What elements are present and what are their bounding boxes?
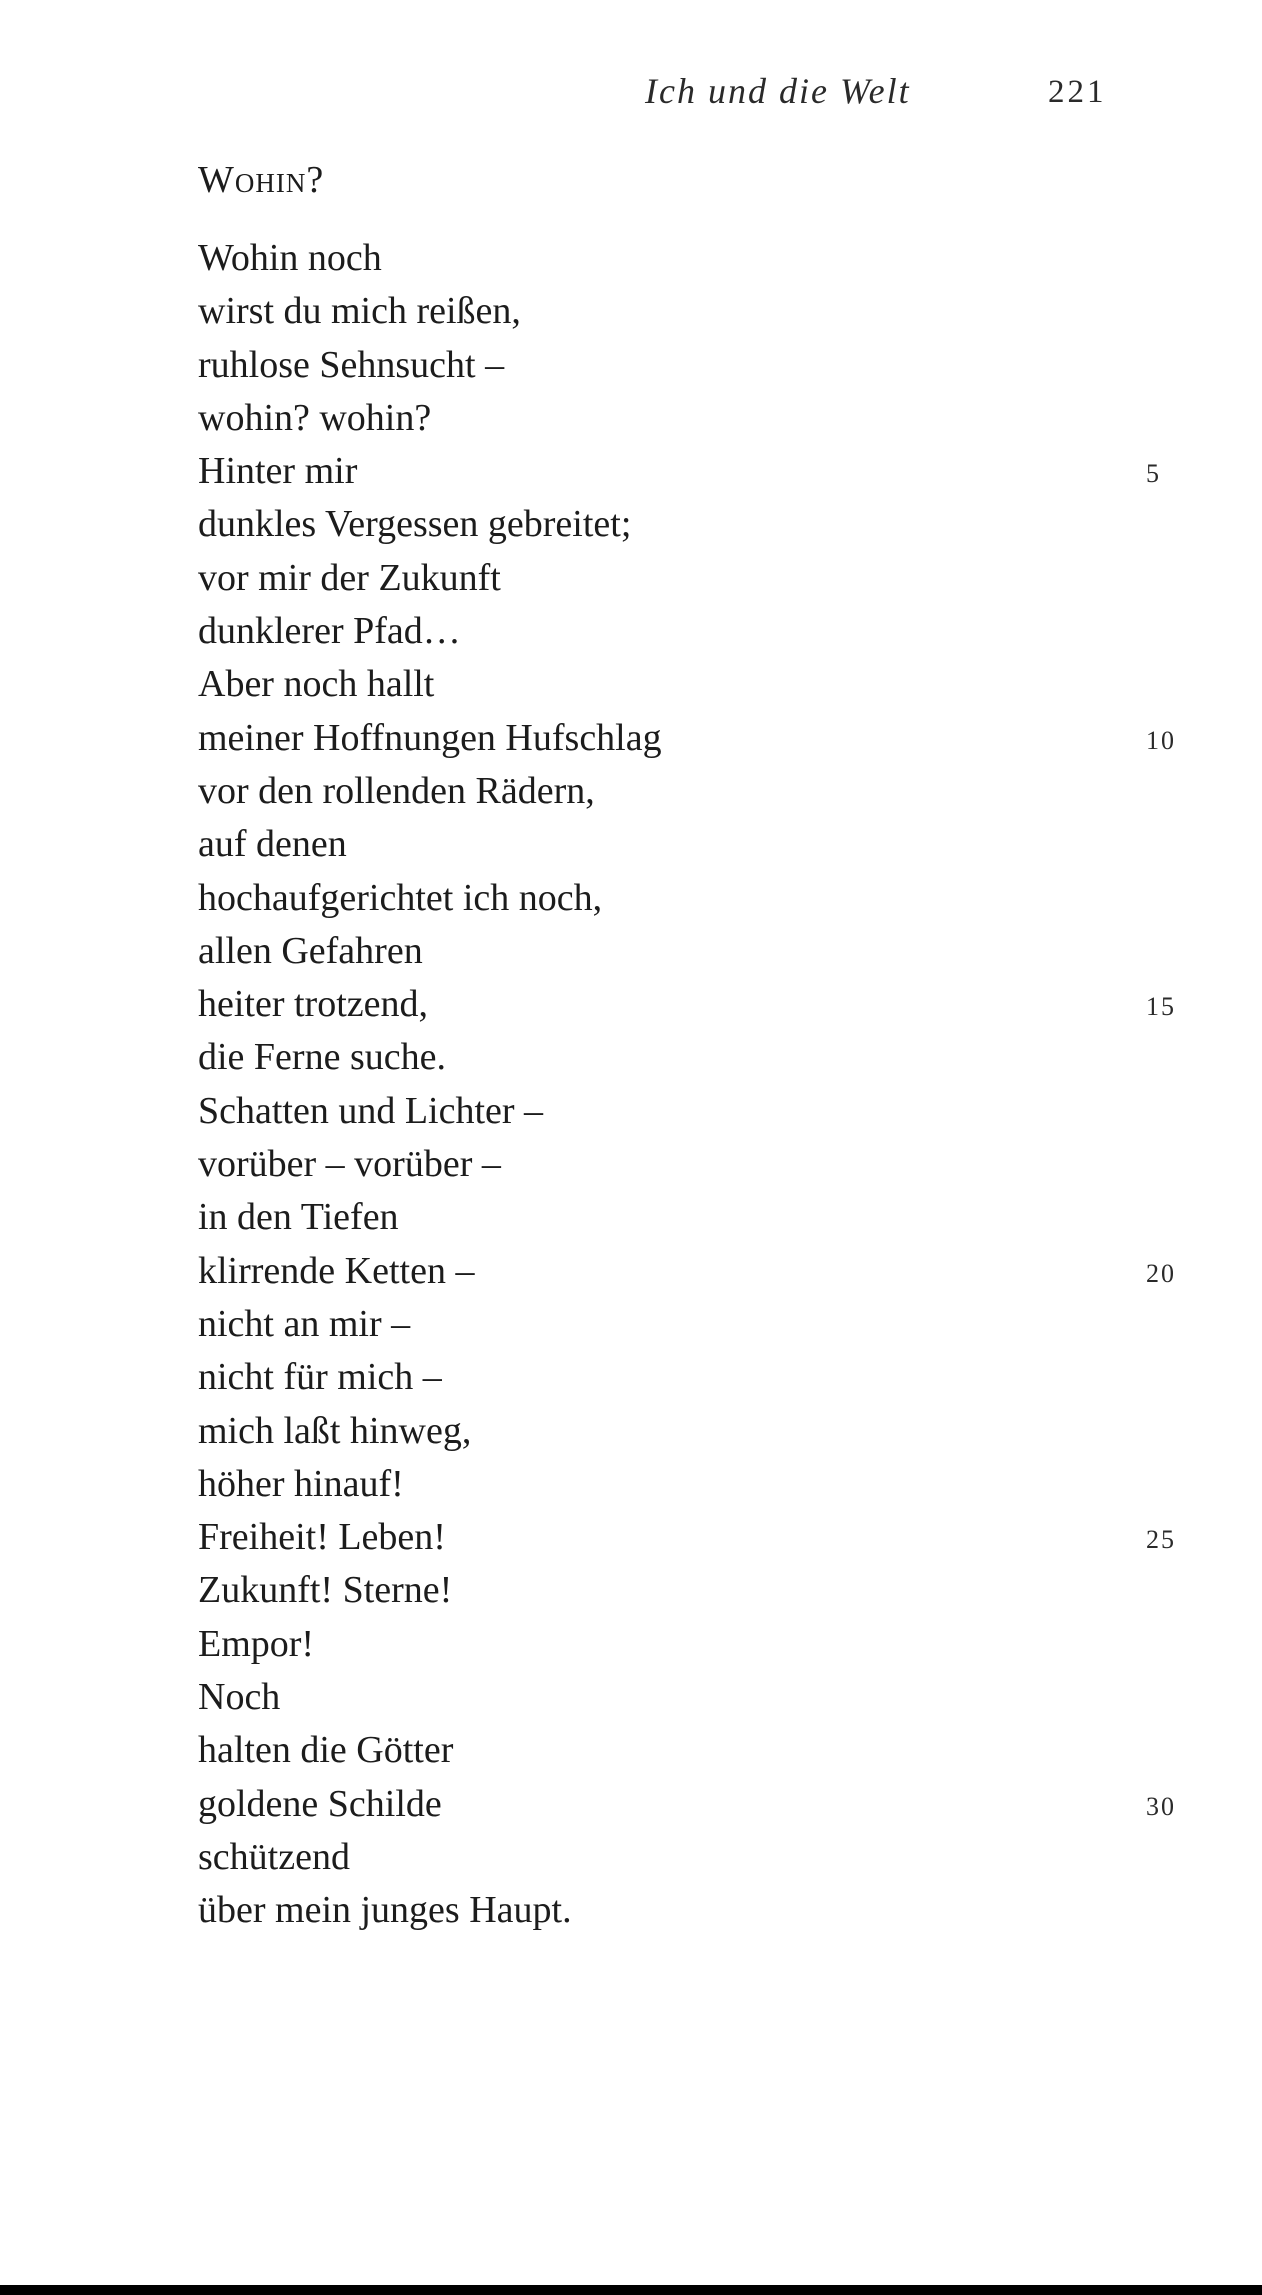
poem-line	[198, 605, 1198, 658]
running-header	[0, 70, 1262, 120]
poem-line	[198, 1298, 1198, 1351]
poem-line	[198, 1085, 1198, 1138]
poem-line-text: mich laßt hinweg,	[198, 1409, 472, 1452]
poem-line-text: nicht für mich –	[198, 1356, 442, 1399]
poem-line	[198, 925, 1198, 978]
poem-line	[198, 1458, 1198, 1511]
poem-line	[198, 1138, 1198, 1191]
poem-line	[198, 1831, 1198, 1884]
poem-line	[198, 1351, 1198, 1404]
poem-line-text: die Ferne suche.	[198, 1036, 446, 1079]
poem-line-text: goldene Schilde	[198, 1782, 442, 1825]
line-number: 30	[1146, 1791, 1176, 1821]
poem-line	[198, 978, 1198, 1031]
poem-line-text: klirrende Ketten –	[198, 1249, 475, 1292]
poem-line-text: meiner Hoffnungen Hufschlag	[198, 716, 662, 759]
poem-line-text: vor den rollenden Rädern,	[198, 769, 595, 812]
poem-line	[198, 1191, 1198, 1244]
poem-line	[198, 445, 1198, 498]
poem-line-text: dunkles Vergessen gebreitet;	[198, 503, 632, 546]
poem-line-text: Hinter mir	[198, 450, 358, 493]
poem-line-text: Schatten und Lichter –	[198, 1089, 544, 1132]
poem-line-text: Empor!	[198, 1622, 315, 1665]
poem-line-text: wohin? wohin?	[198, 396, 432, 439]
line-number: 10	[1146, 725, 1176, 755]
poem-line-text: höher hinauf!	[198, 1462, 404, 1505]
poem-line-text: ruhlose Sehnsucht –	[198, 343, 505, 386]
poem-line	[198, 339, 1198, 392]
poem-line-text: über mein junges Haupt.	[198, 1889, 572, 1932]
poem-line	[198, 498, 1198, 551]
poem-title: Wohin?	[198, 159, 325, 201]
poem-line-text: vor mir der Zukunft	[198, 556, 501, 599]
poem-line-text: wirst du mich reißen,	[198, 290, 521, 333]
poem-line-text: schützend	[198, 1835, 350, 1878]
poem-line	[198, 232, 1198, 285]
poem-line	[198, 872, 1198, 925]
poem-line-text: nicht an mir –	[198, 1302, 411, 1345]
poem-line-text: allen Gefahren	[198, 929, 423, 972]
poem-line	[198, 712, 1198, 765]
poem-line-text: halten die Götter	[198, 1729, 454, 1772]
poem-line	[198, 765, 1198, 818]
poem-line	[198, 552, 1198, 605]
poem-line-text: hochaufgerichtet ich noch,	[198, 876, 603, 919]
poem-line-text: auf denen	[198, 823, 347, 866]
poem-line	[198, 1724, 1198, 1777]
poem-line-text: dunklerer Pfad…	[198, 610, 461, 653]
poem-line-text: heiter trotzend,	[198, 983, 429, 1026]
poem-line	[198, 392, 1198, 445]
poem-line-text: Noch	[198, 1676, 281, 1719]
running-title: Ich und die Welt	[645, 71, 911, 111]
poem-line-text: Wohin noch	[198, 237, 382, 279]
line-number: 15	[1146, 992, 1176, 1022]
poem-line	[198, 1618, 1198, 1671]
poem-body	[198, 232, 1198, 1938]
poem-line-text: in den Tiefen	[198, 1196, 399, 1239]
page-number: 221	[1048, 74, 1107, 110]
poem-line	[198, 1884, 1198, 1937]
poem-line	[198, 285, 1198, 338]
poem-line-text: Freiheit! Leben!	[198, 1516, 446, 1559]
poem-line	[198, 1031, 1198, 1084]
poem-line	[198, 1511, 1198, 1564]
bottom-border	[0, 2285, 1262, 2295]
poem-line	[198, 658, 1198, 711]
poem-line-text: Zukunft! Sterne!	[198, 1569, 453, 1612]
poem-line	[198, 1564, 1198, 1617]
line-number: 20	[1146, 1258, 1176, 1288]
poem-line	[198, 818, 1198, 871]
poem-line-text: Aber noch hallt	[198, 663, 435, 706]
poem-line-text: vorüber – vorüber –	[198, 1143, 501, 1186]
poem-line	[198, 1245, 1198, 1298]
poem-line	[198, 1778, 1198, 1831]
line-number: 5	[1146, 459, 1161, 489]
poem-line	[198, 1671, 1198, 1724]
poem-line	[198, 1405, 1198, 1458]
line-number: 25	[1146, 1525, 1176, 1555]
